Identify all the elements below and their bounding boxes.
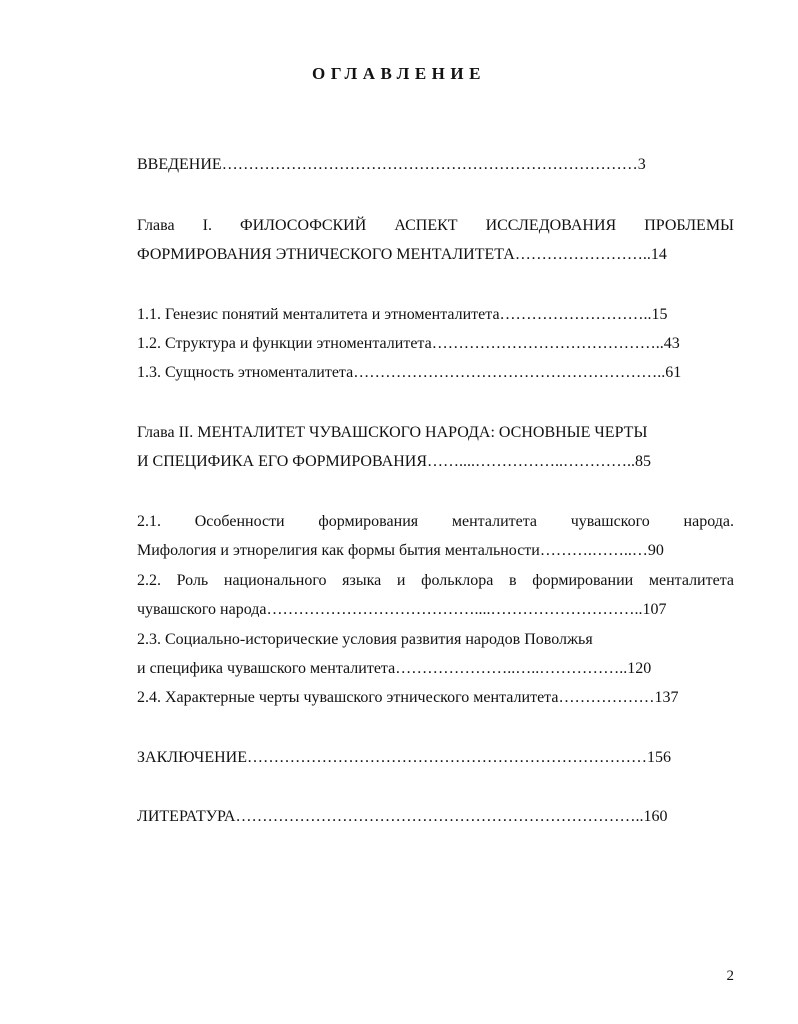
toc-section-2-2-line-2[interactable]: чувашского народа…………………………………....………………………..107 <box>137 601 667 618</box>
toc-section-2-3-line-2[interactable]: и специфика чувашского менталитета…………………..…..……………..120 <box>137 660 652 677</box>
toc-section-2-1-line-1[interactable]: 2.1. Особенности формирования менталитета чувашского народа. <box>137 513 734 530</box>
toc-chapter-2-line-2[interactable]: И СПЕЦИФИКА ЕГО ФОРМИРОВАНИЯ……....……………..…………..85 <box>137 453 651 470</box>
toc-introduction[interactable]: ВВЕДЕНИЕ……………………………………………………………………3 <box>137 156 646 173</box>
page-title: ОГЛАВЛЕНИЕ <box>312 64 486 83</box>
toc-chapter-2-line-1[interactable]: Глава II. МЕНТАЛИТЕТ ЧУВАШСКОГО НАРОДА: ОСНОВНЫЕ ЧЕРТЫ <box>137 424 648 441</box>
toc-section-2-3-line-1[interactable]: 2.3. Социально-исторические условия развития народов Поволжья <box>137 631 593 648</box>
page-number: 2 <box>726 968 734 984</box>
toc-chapter-1-line-2[interactable]: ФОРМИРОВАНИЯ ЭТНИЧЕСКОГО МЕНТАЛИТЕТА……………………..14 <box>137 246 667 263</box>
toc-section-1-2[interactable]: 1.2. Структура и функции этноменталитета……………………………………..43 <box>137 335 680 352</box>
toc-conclusion[interactable]: ЗАКЛЮЧЕНИЕ…………………………………………………………………156 <box>137 749 671 766</box>
toc-section-2-2-line-1[interactable]: 2.2. Роль национального языка и фольклора в формировании менталитета <box>137 572 734 589</box>
toc-section-2-4[interactable]: 2.4. Характерные черты чувашского этнического менталитета………………137 <box>137 689 679 706</box>
toc-section-2-1-line-2[interactable]: Мифология и этнорелигия как формы бытия ментальности……….……..…90 <box>137 542 664 559</box>
toc-section-1-1[interactable]: 1.1. Генезис понятий менталитета и этноменталитета………………………..15 <box>137 306 668 323</box>
toc-section-1-3[interactable]: 1.3. Сущность этноменталитета…………………………………………………..61 <box>137 364 682 381</box>
toc-literature[interactable]: ЛИТЕРАТУРА…………………………………………………………………..160 <box>137 808 668 825</box>
toc-chapter-1-line-1[interactable]: Глава I. ФИЛОСОФСКИЙ АСПЕКТ ИССЛЕДОВАНИЯ ПРОБЛЕМЫ <box>137 217 734 234</box>
